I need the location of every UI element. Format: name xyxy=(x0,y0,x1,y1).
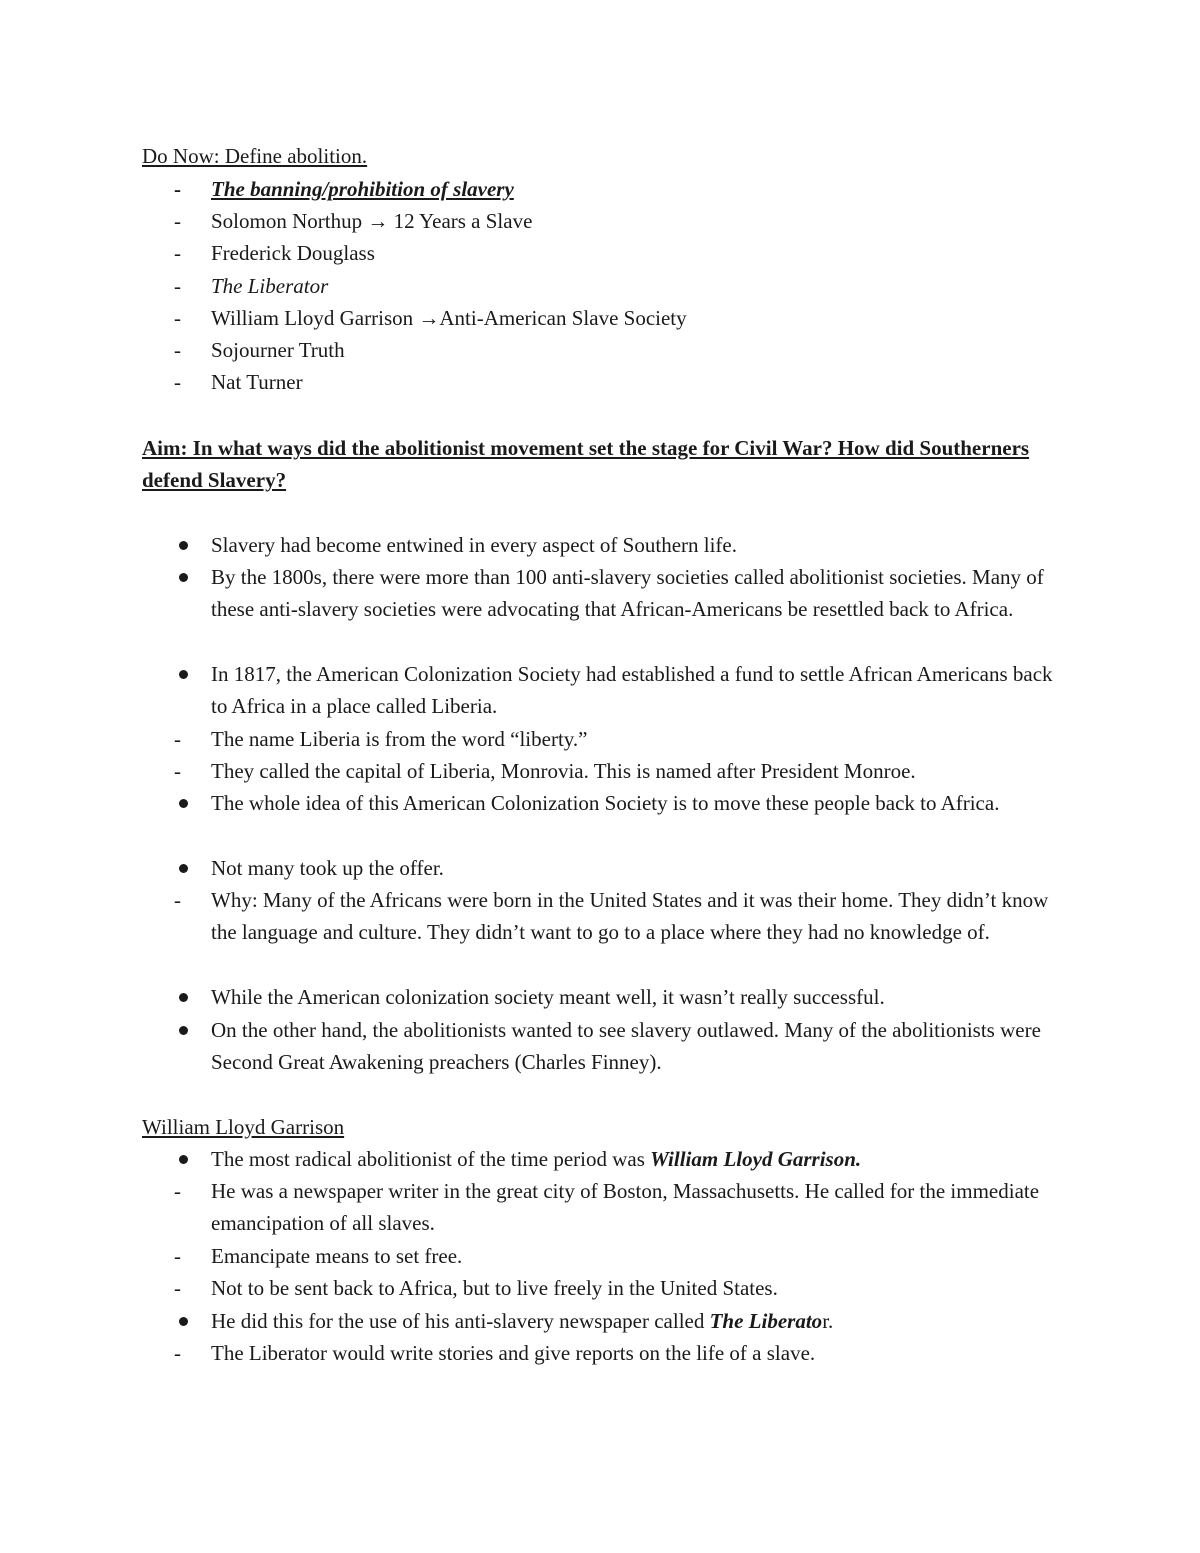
dash-marker: - xyxy=(174,1179,181,1203)
list-item-text: They called the capital of Liberia, Monrovia. This is named after President Monroe. xyxy=(211,759,916,783)
list-item xyxy=(174,334,1074,366)
list-item xyxy=(174,981,1074,1013)
list-item-text: Sojourner Truth xyxy=(211,338,345,362)
list-item-text: Why: Many of the Africans were born in the United States and it was their home. They didn’t know the language and culture. They didn’t want to go to a place where they had no knowledge of. xyxy=(211,888,1049,945)
list-item xyxy=(174,1337,1074,1369)
dash-marker: - xyxy=(174,759,181,783)
list-item-text: He was a newspaper writer in the great city of Boston, Massachusetts. He called for the immediate emancipation of all slaves. xyxy=(211,1179,1040,1236)
list-item xyxy=(174,787,1074,819)
list-item-text: In 1817, the American Colonization Society had established a fund to settle African Americans back to Africa in a place called Liberia. xyxy=(211,662,1053,719)
list-item-text-part: He did this for the use of his anti-slavery newspaper called xyxy=(211,1309,710,1333)
bullet-icon xyxy=(179,541,188,550)
list-item xyxy=(174,561,1074,626)
dash-marker: - xyxy=(174,177,181,201)
bullet-icon xyxy=(179,1317,188,1326)
list-item-text-part: r. xyxy=(822,1309,834,1333)
list-item-text xyxy=(211,1305,1074,1337)
list-item xyxy=(174,173,1074,205)
list-item-text: Solomon Northup → 12 Years a Slave xyxy=(211,209,533,233)
list-item-text: The name Liberia is from the word “liberty.” xyxy=(211,727,588,751)
list-item xyxy=(174,755,1074,787)
emphasis-title: The Liberato xyxy=(709,1309,823,1333)
list-item-text: While the American colonization society meant well, it wasn’t really successful. xyxy=(211,985,885,1009)
bullet-icon xyxy=(179,670,188,679)
dash-marker: - xyxy=(174,209,181,233)
bullet-icon xyxy=(179,573,188,582)
list-item-text: Not many took up the offer. xyxy=(211,856,444,880)
list-item-text xyxy=(211,1143,1074,1175)
dash-marker: - xyxy=(174,727,181,751)
dash-marker: - xyxy=(174,888,181,912)
dash-marker: - xyxy=(174,370,181,394)
list-item-text: William Lloyd Garrison →Anti-American Slave Society xyxy=(211,306,687,330)
list-item-text: Emancipate means to set free. xyxy=(211,1244,463,1268)
list-item xyxy=(174,366,1074,398)
bullet-icon xyxy=(179,1026,188,1035)
dash-marker: - xyxy=(174,1244,181,1268)
list-item-text: By the 1800s, there were more than 100 anti-slavery societies called abolitionist societies. Many of these anti-slavery societies were advocating that African-Americans be resettled back to Africa. xyxy=(211,565,1044,622)
list-item-text: The banning/prohibition of slavery xyxy=(211,177,514,201)
dash-marker: - xyxy=(174,1276,181,1300)
list-item-text: On the other hand, the abolitionists wanted to see slavery outlawed. Many of the abolitionists were Second Great Awakening preachers (Charles Finney). xyxy=(211,1018,1041,1075)
list-item-text: The whole idea of this American Colonization Society is to move these people back to Africa. xyxy=(211,791,1000,815)
bullet-icon xyxy=(179,799,188,808)
list-item xyxy=(174,205,1074,237)
list-item-text-part: The most radical abolitionist of the time period was xyxy=(211,1147,651,1171)
list-item xyxy=(174,270,1074,302)
list-item-text: Nat Turner xyxy=(211,370,303,394)
list-item xyxy=(174,529,1074,561)
garrison-heading: William Lloyd Garrison xyxy=(142,1115,345,1139)
bullet-icon xyxy=(179,864,188,873)
bullet-icon xyxy=(179,993,188,1002)
list-item-text: Not to be sent back to Africa, but to live freely in the United States. xyxy=(211,1276,778,1300)
do-now-heading: Do Now: Define abolition. xyxy=(142,144,368,168)
list-item-text: The Liberator xyxy=(211,274,329,298)
dash-marker: - xyxy=(174,306,181,330)
list-item xyxy=(174,237,1074,269)
list-item xyxy=(174,884,1074,949)
list-item xyxy=(174,1240,1074,1272)
list-item xyxy=(174,1175,1074,1240)
list-item-text: Slavery had become entwined in every aspect of Southern life. xyxy=(211,533,737,557)
list-item-text: Frederick Douglass xyxy=(211,241,375,265)
dash-marker: - xyxy=(174,274,181,298)
list-item xyxy=(174,1272,1074,1304)
list-item xyxy=(174,723,1074,755)
list-item xyxy=(174,1014,1074,1079)
list-item xyxy=(174,658,1074,723)
dash-marker: - xyxy=(174,1341,181,1365)
dash-marker: - xyxy=(174,241,181,265)
list-item xyxy=(174,1305,1074,1337)
dash-marker: - xyxy=(174,338,181,362)
emphasis-name: William Lloyd Garrison. xyxy=(650,1147,862,1171)
list-item xyxy=(174,852,1074,884)
bullet-icon xyxy=(179,1155,188,1164)
aim-heading: Aim: In what ways did the abolitionist movement set the stage for Civil War? How did Southerners defend Slavery? xyxy=(142,436,1030,493)
list-item xyxy=(174,1143,1074,1175)
list-item-text: The Liberator would write stories and give reports on the life of a slave. xyxy=(211,1341,816,1365)
list-item xyxy=(174,302,1074,334)
